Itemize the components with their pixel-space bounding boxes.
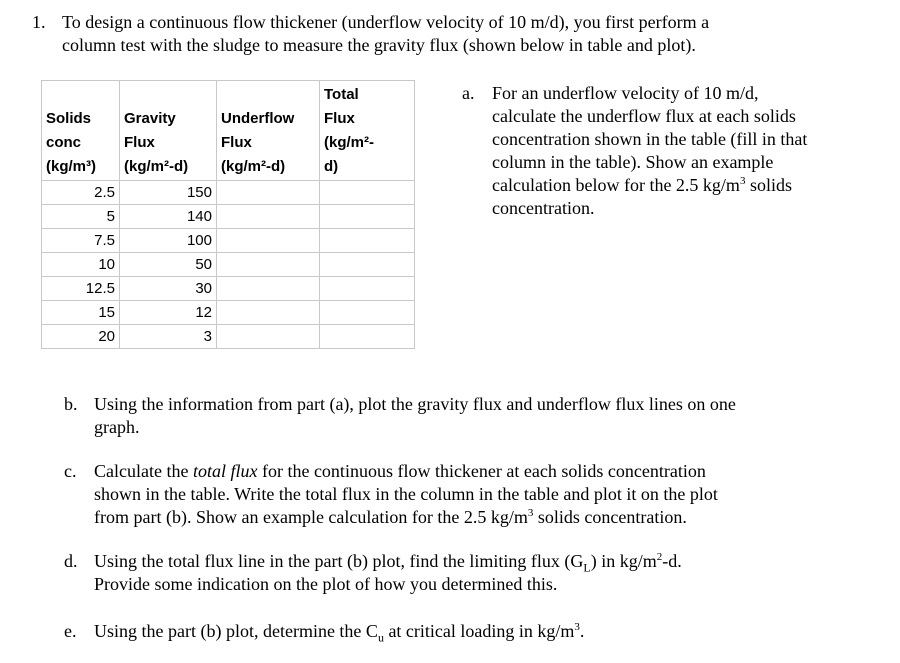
cell-total-flux <box>320 325 415 349</box>
table-row <box>42 181 415 205</box>
cell-total-flux <box>320 253 415 277</box>
cell-gravity-flux: 100 <box>120 229 217 253</box>
cell-solids-conc: 12.5 <box>42 277 120 301</box>
table-row <box>42 325 415 349</box>
cell-solids-conc: 7.5 <box>42 229 120 253</box>
cell-underflow-flux <box>217 325 320 349</box>
cell-underflow-flux <box>217 253 320 277</box>
table-row <box>42 277 415 301</box>
part-d-label: d. <box>64 551 78 571</box>
header-total-flux: Total Flux (kg/m²- d) <box>320 81 415 181</box>
question-prompt <box>62 11 892 57</box>
part-a-label: a. <box>462 83 475 103</box>
cell-total-flux <box>320 205 415 229</box>
cell-total-flux <box>320 301 415 325</box>
part-a-text: For an underflow velocity of 10 m/d, calculate the underflow flux at each solids concentration shown in the table (fill in that column in the table). Show an example calculation below for the 2.5 $kg/m^3$ solids concentration. <box>492 83 808 218</box>
cell-gravity-flux: 30 <box>120 277 217 301</box>
table-row <box>42 205 415 229</box>
table-row <box>42 301 415 325</box>
table-row <box>42 229 415 253</box>
table-header-row <box>42 81 415 181</box>
cell-gravity-flux: 140 <box>120 205 217 229</box>
question-number: 1. <box>32 12 46 32</box>
cell-gravity-flux: 3 <box>120 325 217 349</box>
part-b-text: Using the information from part (a), plot the gravity flux and underflow flux lines on one graph. <box>94 394 736 437</box>
part-e-text: Using the part (b) plot, determine the $C_u$ at critical loading in $kg/m^3$. <box>94 621 585 645</box>
cell-gravity-flux: 12 <box>120 301 217 325</box>
question-line: To design a continuous flow thickener (underflow velocity of 10 m/d), you first perform a <box>62 12 710 32</box>
table-row <box>42 253 415 277</box>
header-underflow-flux: Underflow Flux (kg/m²-d) <box>217 81 320 181</box>
header-gravity-flux: Gravity Flux (kg/m²-d) <box>120 81 217 181</box>
cell-solids-conc: 15 <box>42 301 120 325</box>
cell-total-flux <box>320 181 415 205</box>
cell-solids-conc: 10 <box>42 253 120 277</box>
flux-table <box>41 80 415 349</box>
cell-total-flux <box>320 277 415 301</box>
part-e-label: e. <box>64 621 77 641</box>
question-line: column test with the sludge to measure the gravity flux (shown below in table and plot). <box>62 35 696 55</box>
cell-solids-conc: 5 <box>42 205 120 229</box>
cell-underflow-flux <box>217 277 320 301</box>
cell-underflow-flux <box>217 229 320 253</box>
cell-total-flux <box>320 229 415 253</box>
cell-gravity-flux: 150 <box>120 181 217 205</box>
cell-underflow-flux <box>217 301 320 325</box>
cell-underflow-flux <box>217 205 320 229</box>
part-d-text: Using the total flux line in the part (b) plot, find the limiting flux $(G_L)$ in $kg/m^2-d$. Provide some indication on the plot of how you determined this. <box>94 551 682 594</box>
cell-gravity-flux: 50 <box>120 253 217 277</box>
header-solids-conc: Solids conc (kg/m³) <box>42 81 120 181</box>
part-b-label: b. <box>64 394 78 414</box>
part-c-text: Calculate the total flux for the continuous flow thickener at each solids concentration shown in the table. Write the total flux in the column in the table and plot it on the plot from part (b). Show an example calculation for the 2.5 $kg/m^3$ solids concentration. <box>94 461 718 527</box>
cell-solids-conc: 2.5 <box>42 181 120 205</box>
part-c-label: c. <box>64 461 77 481</box>
cell-solids-conc: 20 <box>42 325 120 349</box>
cell-underflow-flux <box>217 181 320 205</box>
